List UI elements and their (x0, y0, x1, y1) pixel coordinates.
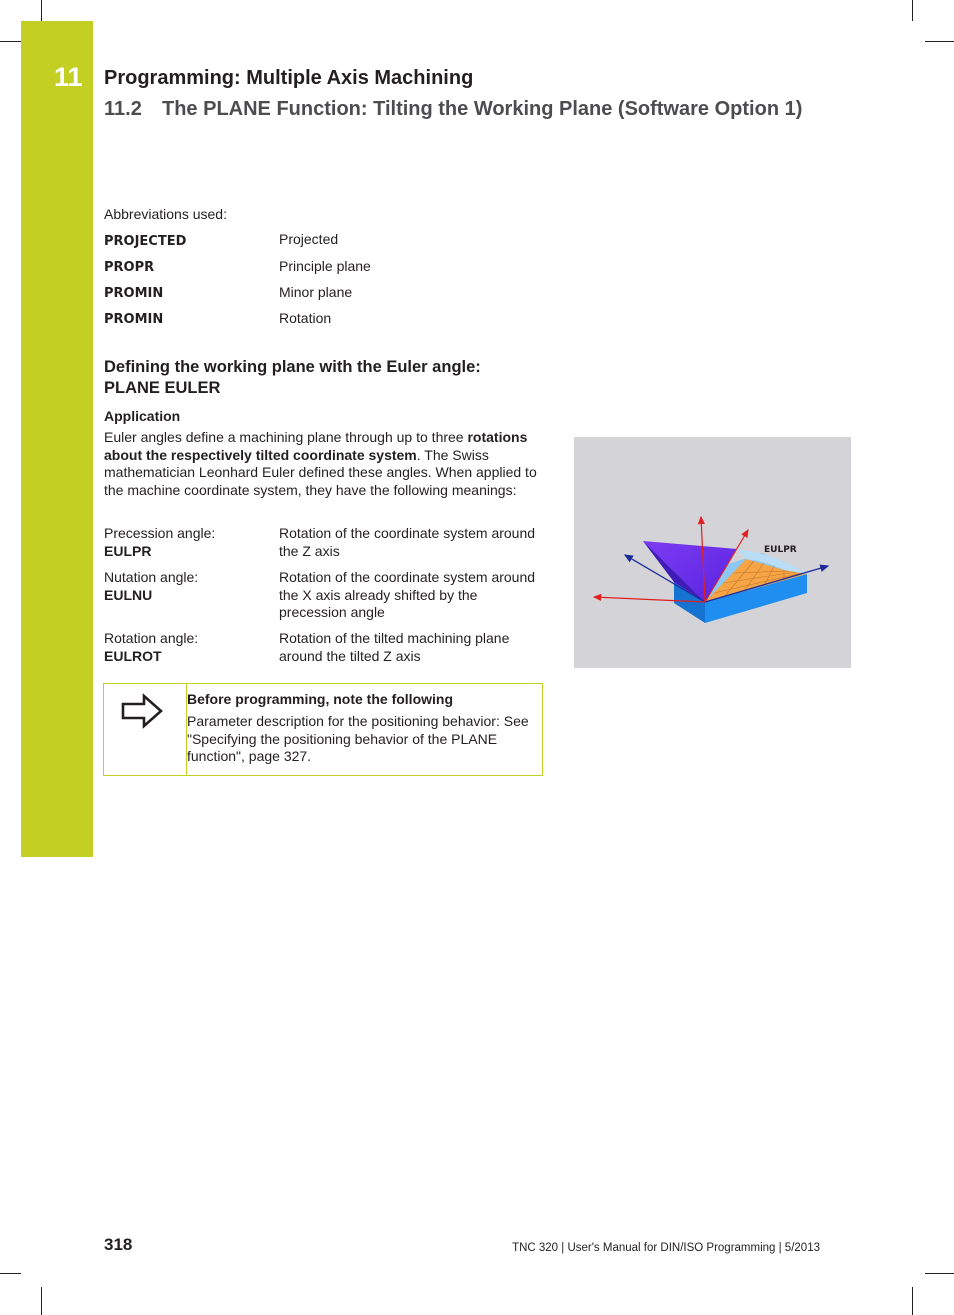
figure-label: EULPR (764, 545, 797, 555)
section-number: 11.2 (104, 98, 142, 120)
abbreviation-code: PROMIN (104, 286, 164, 301)
angle-code: EULPR (104, 542, 152, 559)
abbreviation-meaning: Minor plane (279, 284, 353, 300)
crop-mark (41, 1287, 42, 1315)
crop-mark (912, 1287, 913, 1315)
paragraph-text: . The Swiss mathematician Leonhard Euler defined these angles. When applied to the machine coordinate system, they have the following meanings: (104, 446, 537, 498)
angle-name: Rotation angle: (104, 630, 199, 646)
crop-mark (0, 1273, 21, 1274)
angle-code: EULNU (104, 586, 153, 603)
abbreviation-meaning: Rotation (279, 310, 332, 326)
angle-label (104, 525, 215, 560)
footer-text: TNC 320 | User's Manual for DIN/ISO Programming | 5/2013 (512, 1242, 820, 1254)
chapter-tab (21, 21, 93, 857)
paragraph-text: Euler angles define a machining plane through up to three (104, 429, 468, 445)
angle-label (104, 569, 198, 604)
subheading-application: Application (104, 408, 181, 424)
euler-figure (574, 437, 851, 668)
crop-mark (0, 41, 21, 42)
section-title (104, 98, 802, 121)
abbreviation-code: PROMIN (104, 312, 164, 327)
section-title-text: The PLANE Function: Tilting the Working Plane (Software Option 1) (162, 98, 803, 120)
section-heading-line: Defining the working plane with the Euler angle: (104, 358, 481, 376)
note-box (103, 683, 543, 776)
abbreviation-code: PROJECTED (104, 234, 187, 249)
note-title: Before programming, note the following (187, 691, 453, 707)
crop-mark (925, 1273, 954, 1274)
angle-description: Rotation of the coordinate system around the Z axis (279, 525, 536, 559)
euler-diagram (574, 437, 851, 668)
abbreviations-intro: Abbreviations used: (104, 206, 227, 222)
abbreviation-meaning: Projected (279, 231, 339, 247)
section-heading-line: PLANE EULER (104, 379, 221, 397)
angle-name: Precession angle: (104, 525, 216, 541)
abbreviation-meaning: Principle plane (279, 258, 371, 274)
section-heading (104, 357, 544, 399)
arrow-right-icon (120, 693, 164, 729)
chapter-title: Programming: Multiple Axis Machining (104, 67, 474, 89)
application-paragraph (104, 429, 540, 499)
chapter-number: 11 (54, 62, 83, 92)
crop-mark (41, 0, 42, 21)
crop-mark (912, 0, 913, 21)
angle-description: Rotation of the coordinate system around the X axis already shifted by the precession angle (279, 569, 536, 620)
abbreviation-code: PROPR (104, 260, 155, 275)
crop-mark (925, 41, 954, 42)
angle-description: Rotation of the tilted machining plane around the tilted Z axis (279, 630, 510, 664)
angle-code: EULROT (104, 647, 162, 664)
angle-name: Nutation angle: (104, 569, 199, 585)
page-number: 318 (104, 1235, 133, 1254)
note-body: Parameter description for the positioning behavior: See "Specifying the positioning behavior of the PLANE function", page 327. (187, 713, 529, 764)
paragraph-emphasis: rotations about the respectively tilted coordinate system (104, 429, 528, 463)
angle-label (104, 630, 198, 665)
